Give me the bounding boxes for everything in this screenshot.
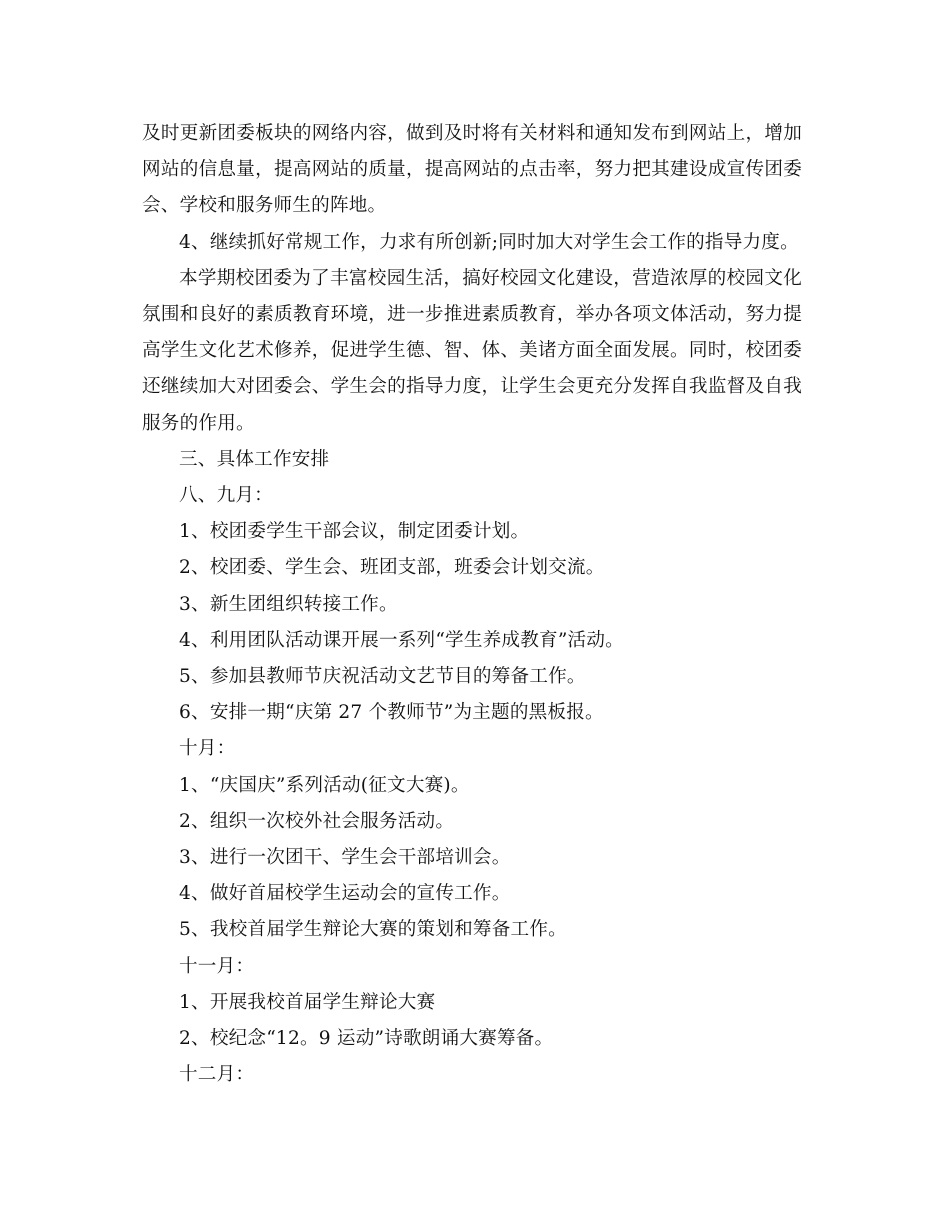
list-item: 2、组织一次校外社会服务活动。	[179, 810, 455, 832]
paragraph-website-update: 及时更新团委板块的网络内容，做到及时将有关材料和通知发布到网站上，增加网站的信息量，提高网站的质量，提高网站的点击率，努力把其建设成宣传团委会、学校和服务师生的阵地。	[142, 123, 802, 217]
list-item: 5、我校首届学生辩论大赛的策划和筹备工作。	[179, 919, 567, 941]
month-heading-oct: 十月：	[179, 738, 236, 760]
list-item: 1、“庆国庆”系列活动(征文大赛)。	[179, 774, 470, 796]
section-heading-schedule: 三、具体工作安排	[179, 448, 330, 470]
paragraph-semester-summary: 本学期校团委为了丰富校园生活，搞好校园文化建设，营造浓厚的校园文化氛围和良好的素质教育环境，进一步推进素质教育，举办各项文体活动，努力提高学生文化艺术修养，促进学生德、智、体、美诸方面全面发展。同时，校团委还继续加大对团委会、学生会的指导力度，让学生会更充分发挥自我监督及自我服务的作用。	[142, 267, 802, 434]
month-heading-dec: 十二月：	[179, 1064, 255, 1086]
list-item: 6、安排一期“庆第 27 个教师节”为主题的黑板报。	[179, 702, 604, 724]
list-item: 2、校团委、学生会、班团支部，班委会计划交流。	[179, 557, 605, 579]
list-item: 1、校团委学生干部会议，制定团委计划。	[179, 521, 530, 543]
document-body	[142, 116, 802, 1093]
month-heading-aug-sep: 八、九月：	[179, 485, 273, 507]
list-item: 5、参加县教师节庆祝活动文艺节目的筹备工作。	[179, 666, 586, 688]
month-heading-nov: 十一月：	[179, 955, 255, 977]
list-item: 3、进行一次团干、学生会干部培训会。	[179, 847, 511, 869]
list-item: 2、校纪念“12。9 运动”诗歌朗诵大赛筹备。	[179, 1028, 554, 1050]
list-item: 3、新生团组织转接工作。	[179, 593, 398, 615]
list-item: 4、做好首届校学生运动会的宣传工作。	[179, 883, 511, 905]
list-item: 1、开展我校首届学生辩论大赛	[179, 991, 436, 1013]
paragraph-item-4-routine-work: 4、继续抓好常规工作，力求有所创新;同时加大对学生会工作的指导力度。	[179, 231, 799, 253]
list-item: 4、利用团队活动课开展一系列“学生养成教育”活动。	[179, 629, 624, 651]
